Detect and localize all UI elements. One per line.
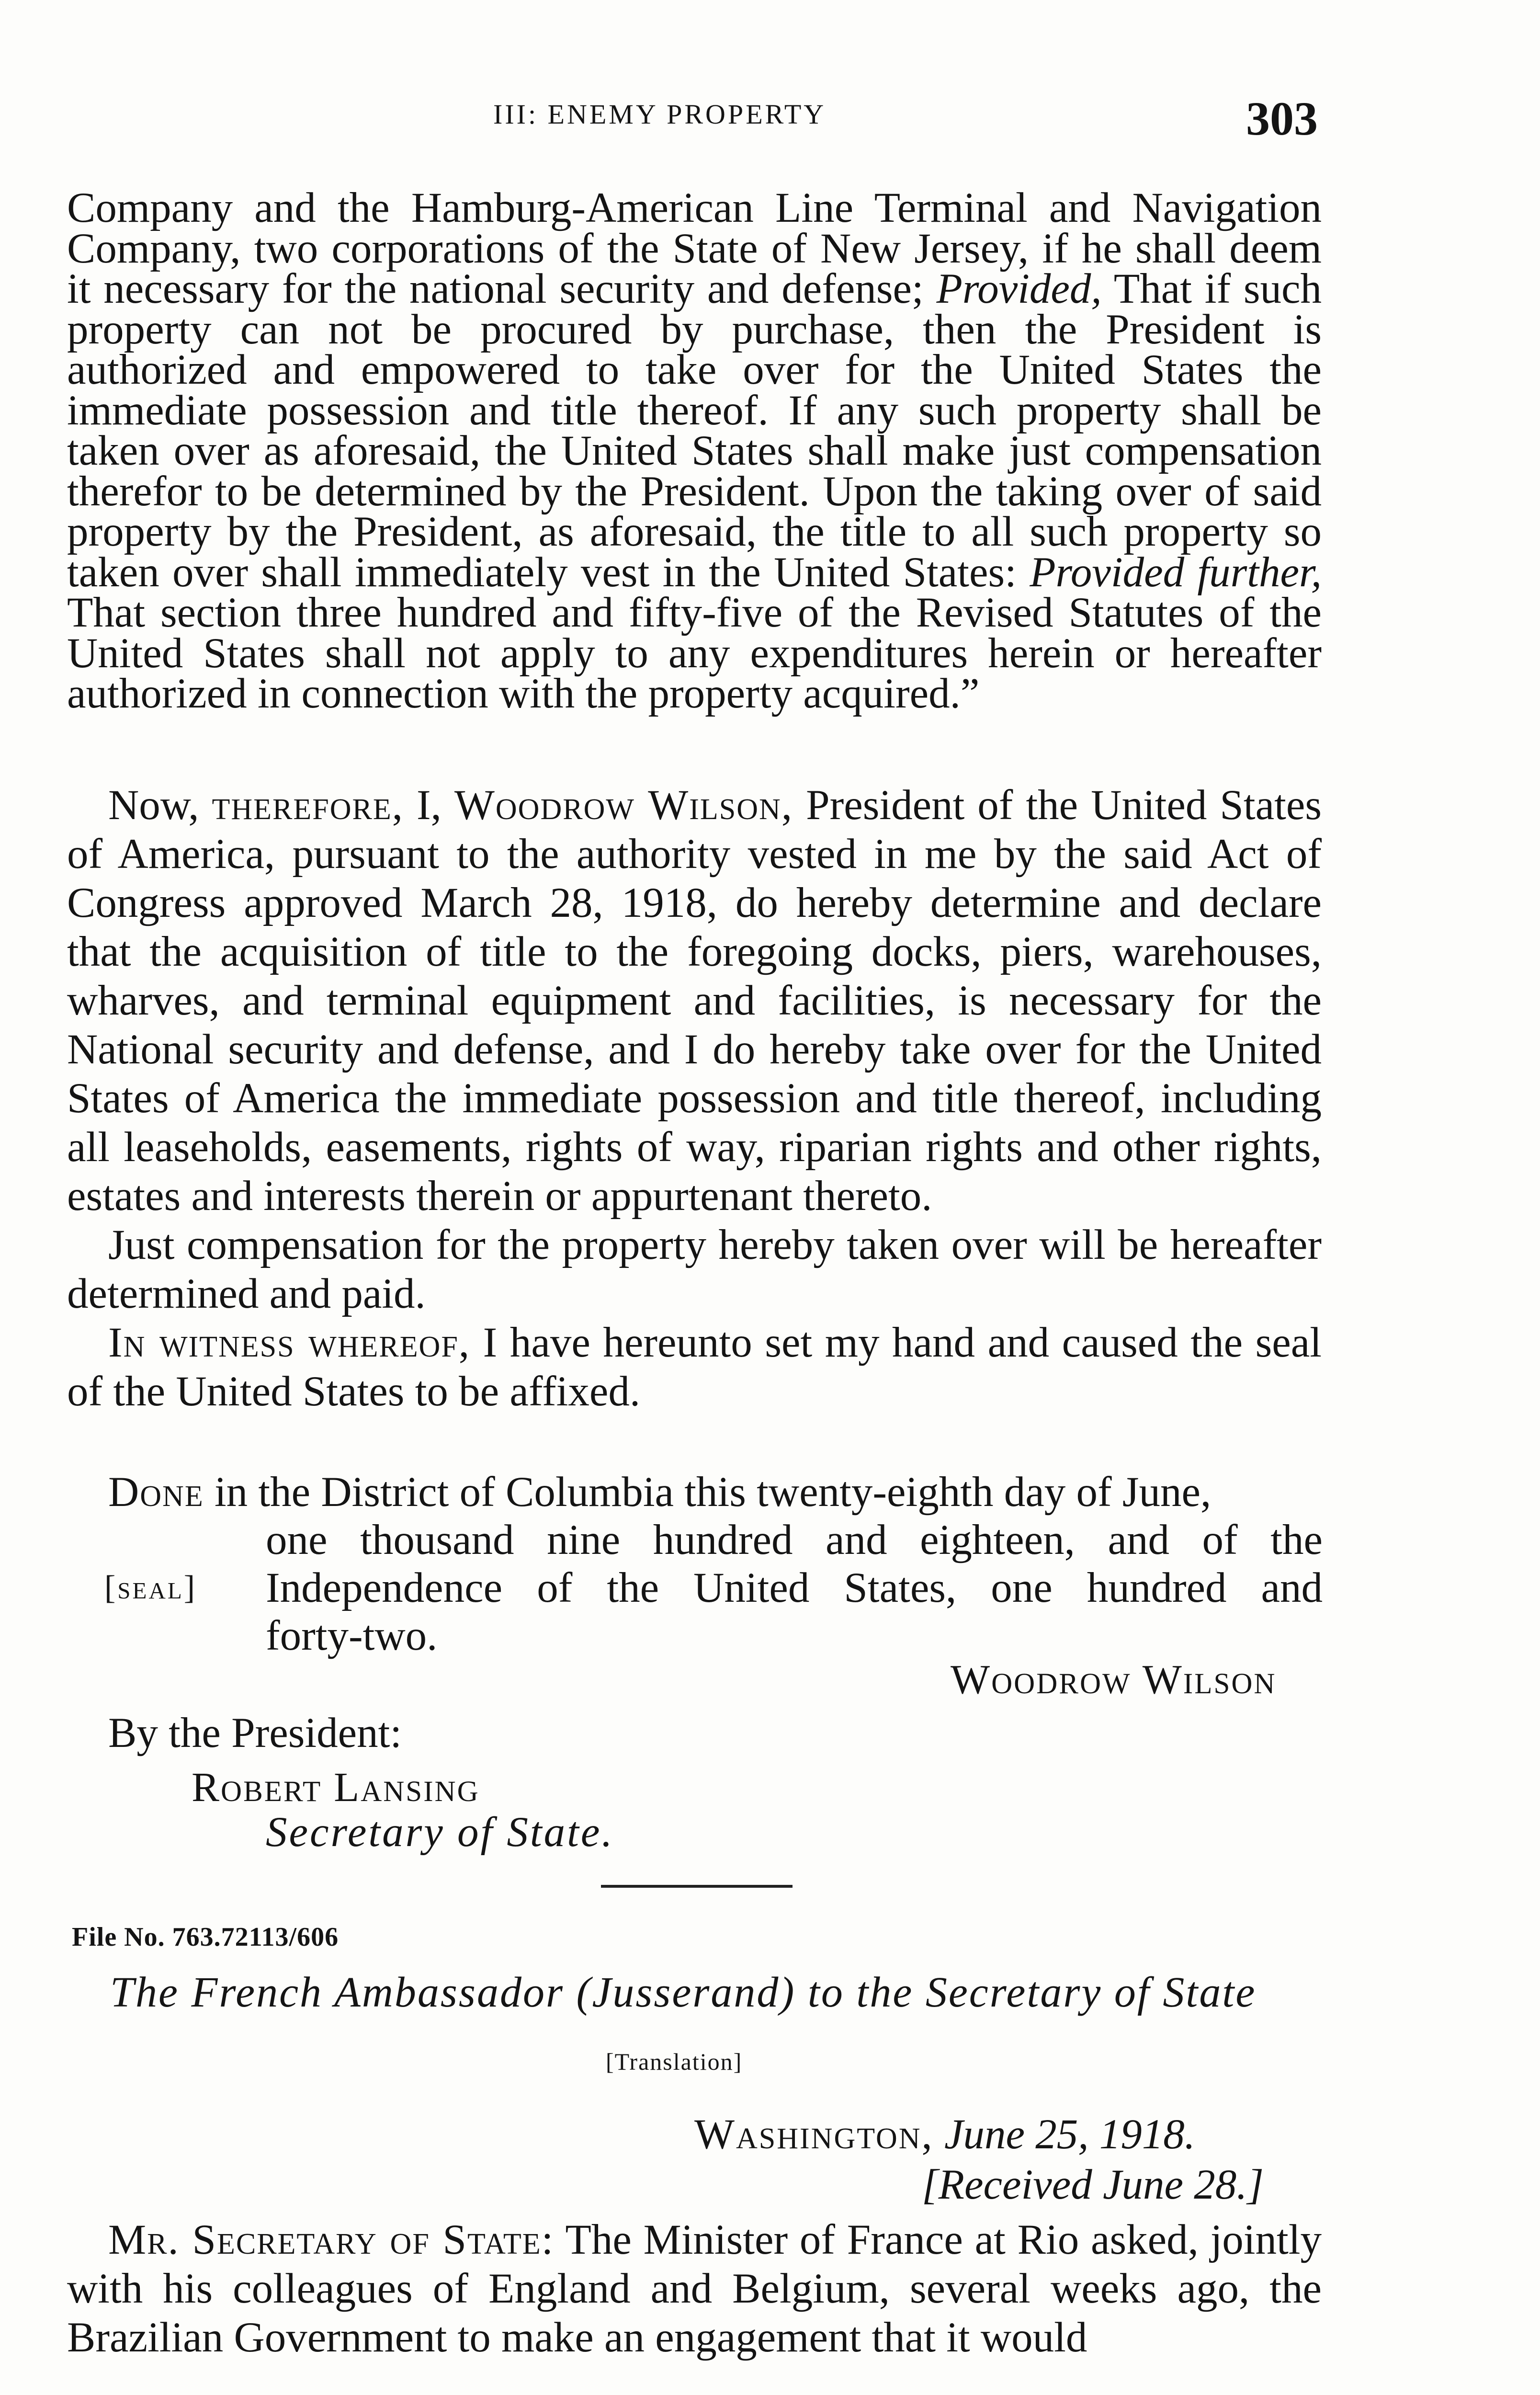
page-number: 303 bbox=[1246, 92, 1318, 145]
seal-marker: [seal] bbox=[104, 1569, 197, 1606]
signature-woodrow-wilson: Woodrow Wilson bbox=[951, 1656, 1277, 1702]
countersign-name: Robert Lansing bbox=[192, 1764, 480, 1810]
translation-label: [Translation] bbox=[606, 2048, 743, 2075]
continuation-text: Company and the Hamburg-American Line Terminal and Navigation Company, two corporations of the State of New Jersey, if he shall deem it necessary for the national security and defense; bbox=[67, 184, 1322, 312]
now-lead: Now, bbox=[108, 782, 199, 829]
done-line-1 bbox=[108, 1468, 1211, 1516]
now-i: I, bbox=[417, 782, 442, 829]
now-name: Woodrow Wilson, bbox=[454, 782, 793, 829]
now-therefore: therefore, bbox=[212, 782, 404, 829]
letter-paragraph bbox=[67, 2215, 1322, 2362]
continuation-paragraph bbox=[67, 184, 1322, 717]
countersign-title: Secretary of State. bbox=[266, 1809, 614, 1856]
done-line1-text: in the District of Columbia this twenty-eighth day of June, bbox=[214, 1469, 1212, 1516]
done-line-4: forty-two. bbox=[266, 1612, 438, 1659]
proclamation-paragraph bbox=[67, 781, 1322, 1416]
witness-body: I have hereunto set my hand and caused the seal of the United States to be affixed. bbox=[67, 1319, 1322, 1415]
just-compensation-paragraph: Just compensation for the property hereby taken over will be hereafter determined and paid. bbox=[67, 1221, 1322, 1317]
running-head: III: ENEMY PROPERTY bbox=[493, 99, 827, 130]
letter-salutation: Mr. Secretary of State: bbox=[108, 2216, 555, 2263]
file-number: File No. 763.72113/606 bbox=[72, 1922, 339, 1952]
section-divider bbox=[601, 1885, 793, 1888]
witness-lead: In witness whereof, bbox=[108, 1319, 471, 1366]
continuation-text-3: That section three hundred and fifty-five of the Revised Statutes of the United States shall not apply to any expenditures herein or hereafter authorized in connection with the property acquired.” bbox=[67, 589, 1322, 717]
done-lead: Done bbox=[108, 1469, 204, 1516]
proclamation-body: President of the United States of America, pursuant to the authority vested in me by the said Act of Congress approved March 28, 1918, do hereby determine and declare that the acquisition of title to the foregoing docks, piers, warehouses, wharves, and terminal equipment and facilities, is necessary for the National security and defense, and I do hereby take over for the United States of America the immediate possession and title thereof, including all leaseholds, easements, rights of way, riparian rights and other rights, estates and interests therein or appurtenant thereto. bbox=[67, 782, 1322, 1220]
dateline-date: June 25, 1918. bbox=[944, 2111, 1196, 2158]
continuation-text-2: That if such property can not be procured by purchase, then the President is authorized and empowered to take over for the United States the immediate possession and title thereof. If any such property shall be taken over as aforesaid, the United States shall make just compensation therefor to be determined by the President. Upon the taking over of said property by the President, as aforesaid, the title to all such property so taken over shall immediately vest in the United States: bbox=[67, 265, 1322, 596]
continuation-italic-provided: Provided, bbox=[936, 265, 1102, 312]
document-title: The French Ambassador (Jusserand) to the Secretary of State bbox=[110, 1969, 1257, 2016]
dateline bbox=[694, 2110, 1195, 2159]
continuation-italic-provided-further: Provided further, bbox=[1030, 548, 1322, 596]
letter-body: The Minister of France at Rio asked, jointly with his colleagues of England and Belgium, several weeks ago, the Brazilian Government to make an engagement that it would bbox=[67, 2216, 1322, 2361]
done-line-3: Independence of the United States, one hundred and bbox=[266, 1564, 1323, 1611]
received-date: [Received June 28.] bbox=[922, 2161, 1264, 2208]
by-the-president: By the President: bbox=[108, 1710, 402, 1756]
dateline-place: Washington, bbox=[694, 2111, 934, 2158]
done-line-2: one thousand nine hundred and eighteen, and of the bbox=[266, 1517, 1323, 1563]
